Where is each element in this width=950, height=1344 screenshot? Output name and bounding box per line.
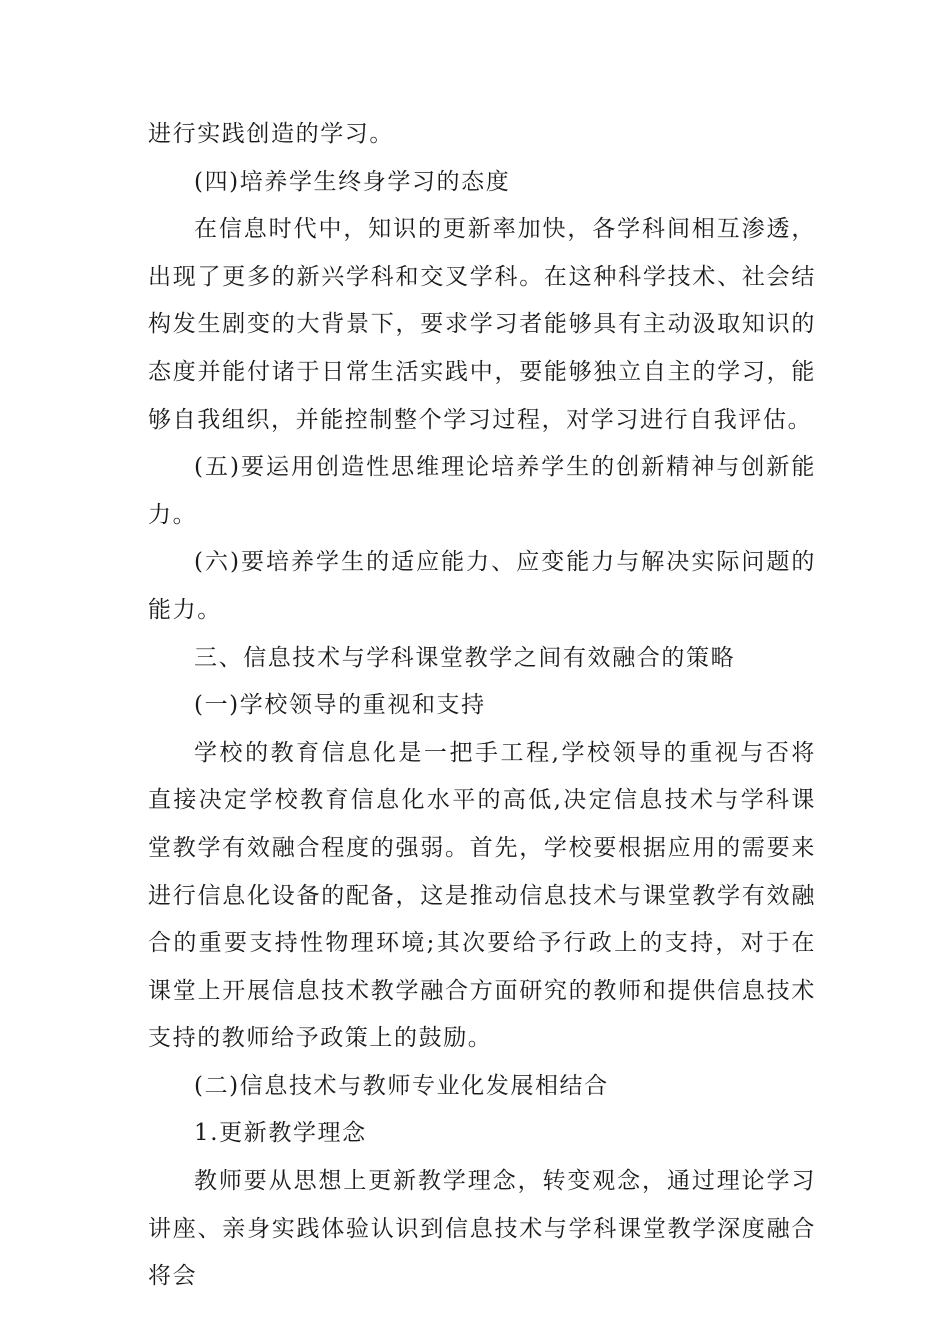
paragraph-school-leadership: 学校的教育信息化是一把手工程,学校领导的重视与否将直接决定学校教育信息化水平的高低,决定信息技术与学科课堂教学有效融合程度的强弱。首先，学校要根据应用的需要来进行信息化设备的配备，这是推动信息技术与课堂教学有效融合的重要支持性物理环境;其次要给予行政上的支持，对于在课堂上开展信息技术教学融合方面研究的教师和提供信息技术支持的教师给予政策上的鼓励。	[148, 739, 816, 1052]
heading-subsection-2: (二)信息技术与教师专业化发展相结合	[194, 1072, 609, 1099]
paragraph-lifelong-learning: 在信息时代中，知识的更新率加快，各学科间相互渗透，出现了更多的新兴学科和交叉学科。在这种科学技术、社会结构发生剧变的大背景下，要求学习者能够具有主动汲取知识的态度并能付诸于日常生活实践中，要能够独立自主的学习，能够自我组织，并能控制整个学习过程，对学习进行自我评估。	[148, 216, 816, 433]
paragraph-continuation: 进行实践创造的学习。	[148, 121, 394, 147]
text-column	[148, 111, 816, 1301]
heading-section-5: (五)要运用创造性思维理论培养学生的创新精神与创新能力。	[148, 454, 816, 528]
heading-subsection-1: (一)学校领导的重视和支持	[194, 692, 486, 719]
heading-item-1: 1.更新教学理念	[194, 1120, 367, 1147]
heading-part-3: 三、信息技术与学科课堂教学之间有效融合的策略	[194, 644, 736, 671]
paragraph-teaching-concepts: 教师要从思想上更新教学理念，转变观念，通过理论学习讲座、亲身实践体验认识到信息技术与学科课堂教学深度融合将会	[148, 1168, 816, 1290]
heading-section-6: (六)要培养学生的适应能力、应变能力与解决实际问题的能力。	[148, 549, 816, 623]
heading-section-4: (四)培养学生终身学习的态度	[194, 168, 511, 195]
